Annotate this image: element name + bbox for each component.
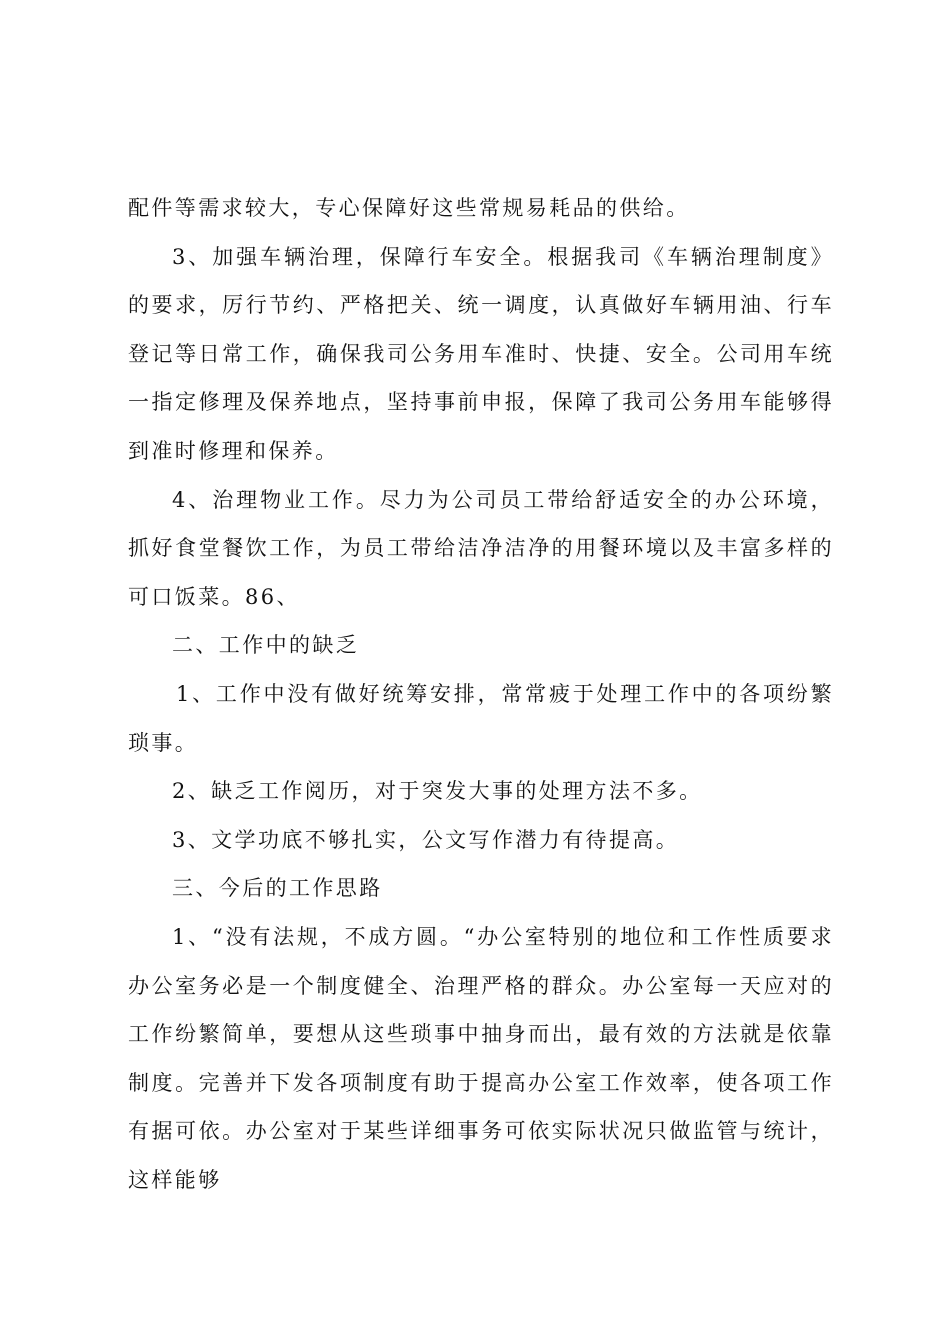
document-body: [128, 184, 834, 1204]
section-heading-future-ideas: 三、今后的工作思路: [172, 876, 383, 901]
paragraph-shortcoming-2: 2、缺乏工作阅历，对于突发大事的处理方法不多。: [172, 779, 703, 804]
section-heading-shortcomings: 二、工作中的缺乏: [172, 633, 360, 658]
paragraph-future-idea-1: 1、“没有法规，不成方圆。“办公室特别的地位和工作性质要求办公室务必是一个制度健全、治理严格的群众。办公室每一天应对的工作纷繁简单，要想从这些琐事中抽身而出，最有效的方法就是依靠制度。完善并下发各项制度有助于提高办公室工作效率，使各项工作有据可依。办公室对于某些详细事务可依实际状况只做监管与统计，这样能够: [128, 924, 834, 1192]
paragraph-property-management: 4、治理物业工作。尽力为公司员工带给舒适安全的办公环境，抓好食堂餐饮工作，为员工带给洁净洁净的用餐环境以及丰富多样的可口饭菜。86、: [128, 487, 834, 609]
paragraph-shortcoming-3: 3、文学功底不够扎实，公文写作潜力有待提高。: [172, 827, 680, 852]
paragraph-shortcoming-1: 1、工作中没有做好统筹安排，常常疲于处理工作中的各项纷繁琐事。: [128, 681, 834, 755]
paragraph-vehicle-management: 3、加强车辆治理，保障行车安全。根据我司《车辆治理制度》的要求，厉行节约、严格把关、统一调度，认真做好车辆用油、行车登记等日常工作，确保我司公务用车准时、快捷、安全。公司用车统一指定修理及保养地点，坚持事前申报，保障了我司公务用车能够得到准时修理和保养。: [128, 244, 834, 463]
paragraph-continuation: 配件等需求较大，专心保障好这些常规易耗品的供给。: [128, 196, 690, 220]
